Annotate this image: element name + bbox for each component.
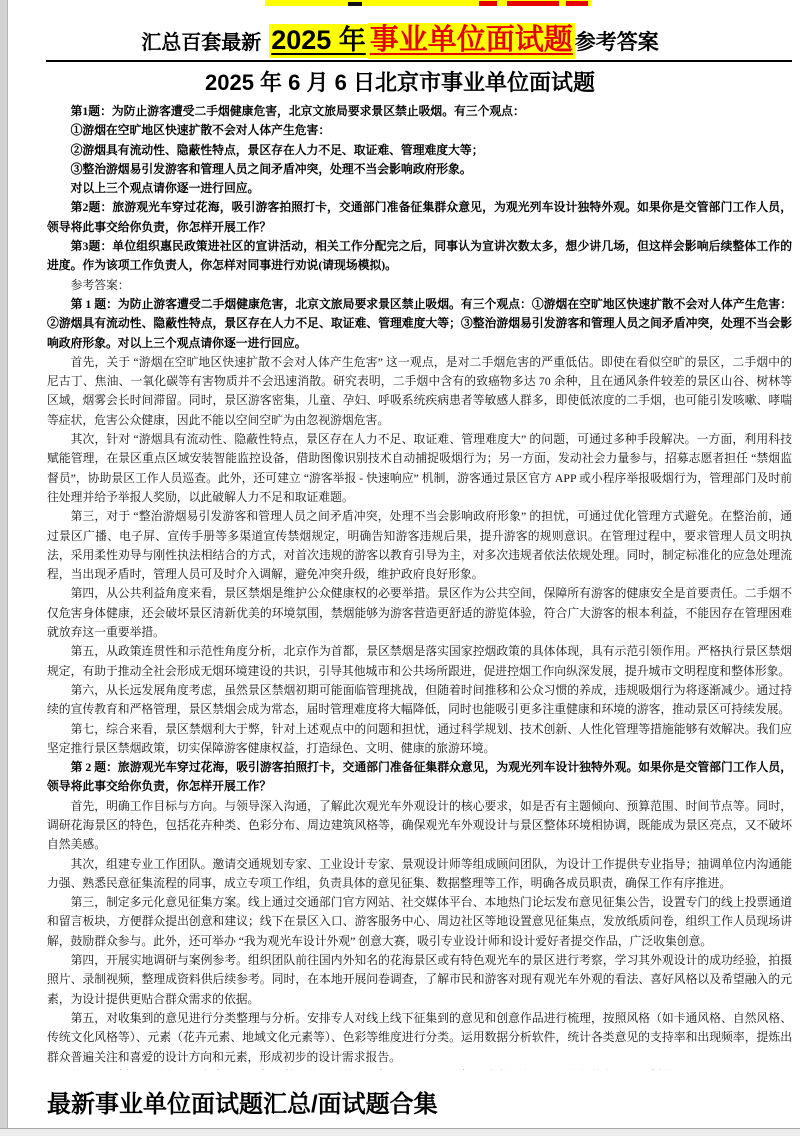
document-body — [47, 102, 792, 1070]
paragraph: 对以上三个观点请你逐一进行回应。 — [70, 181, 260, 196]
paragraph: 第2题：旅游观光车穿过花海，吸引游客拍照打卡，交通部门准备征集群众意见，为观光列车设计独特外观。如果你是交管部门工作人员，领导将此事交给你负责，你怎样开展工作？ — [47, 200, 792, 234]
clipped-text-fragment — [566, 1, 588, 6]
clipped-text-fragment — [507, 1, 559, 6]
paragraph: 第三，对于 “整治游烟易引发游客和管理人员之间矛盾冲突，处理不当会影响政府形象” 的担忧，可通过优化管理方式避免。在整治前，通过景区广播、电子屏、宣传手册等多渠道宣传禁烟规定，明确告知游客违规后果，提升游客的规则意识。在管理过程中，要求管理人员文明执法，采用柔性劝导与刚性执法相结合的方式，对首次违规的游客以教育引导为主，对多次违规者依法依规处理。同时，制定标准化的应急处理流程，当出现矛盾时，管理人员可及时介入调解，避免冲突升级，维护政府良好形象。 — [47, 509, 792, 582]
paragraph: 首先，明确工作目标与方向。与领导深入沟通，了解此次观光车外观设计的核心要求，如是否有主题倾向、预算范围、时间节点等。同时，调研花海景区的特色，包括花卉种类、色彩分布、周边建筑风格等，确保观光车外观设计与景区整体环境相协调，既能成为景区亮点，又不破坏自然美感。 — [47, 798, 792, 852]
page-bottom-edge — [0, 1128, 800, 1136]
paragraph: 第四，开展实地调研与案例参考。组织团队前往国内外知名的花海景区或有特色观光车的景区进行考察，学习其外观设计的成功经验，拍摄照片、录制视频，整理成资料供后续参考。同时，在本地开展问卷调查，了解市民和游客对现有观光车外观的看法、喜好风格以及希望融入的元素，为设计提供更贴合群众需求的依据。 — [47, 953, 792, 1006]
paragraph: 其次，针对 “游烟具有流动性、隐蔽性特点，景区存在人力不足、取证难、管理难度大” 的问题，可通过多种手段解决。一方面，利用科技赋能管理，在景区重点区域安装智能监控设备，借助图像识别技术自动捕捉吸烟行为；另一方面，发动社会力量参与，招募志愿者担任 “禁烟监督员”，协助景区工作人员巡查。此外，还可建立 “游客举报 - 快速响应” 机制，游客通过景区官方 APP 或小程序举报吸烟行为，管理部门及时前往处理并给予举报人奖励，以此破解人力不足和取证难题。 — [47, 432, 792, 504]
paragraph: 首先，关于 “游烟在空旷地区快速扩散不会对人体产生危害” 这一观点，是对二手烟危害的严重低估。即使在看似空旷的景区，二手烟中的尼古丁、焦油、一氧化碳等有害物质并不会迅速消散。研究表明，二手烟中含有的致癌物多达 70 余种，且在通风条件较差的景区山谷、树林等区域，烟雾会长时间滞留。同时，景区游客密集，儿童、孕妇、呼吸系统疾病患者等敏感人群多，即使低浓度的二手烟，也可能引发咳嗽、哮喘等症状，危害公众健康，因此不能以空间空旷为由忽视游烟危害。 — [47, 354, 792, 427]
paragraph: 第 2 题：旅游观光车穿过花海，吸引游客拍照打卡，交通部门准备征集群众意见，为观光列车设计独特外观。如果你是交管部门工作人员，领导将此事交给你负责，你怎样开展工作？ — [47, 760, 792, 794]
paragraph: ①游烟在空旷地区快速扩散不会对人体产生危害： — [70, 123, 331, 138]
clipped-previous-line — [265, 0, 592, 6]
paragraph: 第七，综合来看，景区禁烟利大于弊，针对上述观点中的问题和担忧，通过科学规划、技术创新、人性化管理等措施能够有效解决。我们应坚定推行景区禁烟政策，切实保障游客健康权益，打造绿色、文明、健康的旅游环境。 — [47, 721, 792, 755]
document-title: 2025 年 6 月 6 日北京市事业单位面试题 — [205, 70, 595, 95]
paragraph: 第四，从公共利益角度来看，景区禁烟是维护公众健康权的必要举措。景区作为公共空间，保障所有游客的健康安全是首要责任。二手烟不仅危害身体健康，还会破坏景区清新优美的环境氛围，禁烟能够为游客营造更舒适的游览体验，符合广大游客的根本利益，不能因存在管理困难就放弃这一重要举措。 — [47, 586, 792, 640]
paragraph: 第五，从政策连贯性和示范性角度分析，北京作为首都，景区禁烟是落实国家控烟政策的具体体现，具有示范引领作用。严格执行景区禁烟规定，有助于推动全社会形成无烟环境建设的共识，引导其他城市和公共场所跟进，促进控烟工作向纵深发展，提升城市文明程度和整体形象。 — [47, 644, 792, 678]
paragraph: 参考答案： — [70, 277, 130, 292]
clipped-text-fragment — [348, 2, 362, 6]
page-left-edge — [0, 0, 8, 1136]
page-header — [8, 20, 792, 65]
paragraph: 其次，组建专业工作团队。邀请交通规划专家、工业设计专家、景观设计师等组成顾问团队，为设计工作提供专业指导；抽调单位内沟通能力强、熟悉民意征集流程的同事，成立专项工作组，负责具体的意见征集、数据整理等工作，明确各成员职责，确保工作有序推进。 — [47, 856, 792, 890]
header-prefix: 汇总百套最新 — [141, 32, 262, 54]
paragraph: 第五，对收集到的意见进行分类整理与分析。安排专人对线上线下征集到的意见和创意作品进行梳理，按照风格（如卡通风格、自然风格、传统文化风格等）、元素（花卉元素、地域文化元素等）、色彩等维度进行分类。运用数据分析软件，统计各类意见的支持率和出现频率，提炼出群众普遍关注和喜爱的设计方向和元素，形成初步的设计需求报告。 — [47, 1010, 792, 1064]
paragraph — [47, 1067, 792, 1070]
paragraph: 第3题：单位组织惠民政策进社区的宣讲活动，相关工作分配完之后，同事认为宣讲次数太多，想少讲几场，但这样会影响后续整体工作的进度。作为该项工作负责人，你怎样对同事进行劝说(请现场模拟)。 — [47, 239, 792, 273]
paragraph: 第 1 题：为防止游客遭受二手烟健康危害，北京文旅局要求景区禁止吸烟。有三个观点：①游烟在空旷地区快速扩散不会对人体产生危害：②游烟具有流动性、隐蔽性特点，景区存在人力不足、取证难、管理难度大等；③整治游烟易引发游客和管理人员之间矛盾冲突，处理不当会影响政府形象。对以上三个观点请你逐一进行回应。 — [47, 296, 792, 350]
header-highlight-year: 2025 年 — [269, 24, 368, 58]
paragraph: ③整治游烟易引发游客和管理人员之间矛盾冲突，处理不当会影响政府形象。 — [70, 161, 472, 176]
paragraph: 第三，制定多元化意见征集方案。线上通过交通部门官方网站、社交媒体平台、本地热门论坛发布意见征集公告，设置专门的线上投票通道和留言板块，方便群众提出创意和建议；线下在景区入口、游客服务中心、周边社区等地设置意见征集点，发放纸质问卷，组织工作人员现场讲解，鼓励群众参与。此外，还可举办 “我为观光车设计外观” 创意大赛，吸引专业设计师和设计爱好者提交作品，广泛收集创意。 — [47, 895, 792, 948]
header-highlight-title: 事业单位面试题 — [368, 23, 575, 59]
paragraph: 第1题：为防止游客遭受二手烟健康危害，北京文旅局要求景区禁止吸烟。有三个观点： — [70, 104, 525, 118]
clipped-text-fragment — [479, 1, 497, 6]
paragraph: ②游烟具有流动性、隐蔽性特点，景区存在人力不足、取证难、管理难度大等； — [70, 142, 484, 157]
paragraph: 第六，从长远发展角度考虑，虽然景区禁烟初期可能面临管理挑战，但随着时间推移和公众习惯的养成，违规吸烟行为将逐渐减少。通过持续的宣传教育和严格管理，景区禁烟会成为常态，届时管理难度将大幅降低，同时也能吸引更多注重健康和环境的游客，推动景区可持续发展。 — [47, 682, 792, 717]
header-suffix: 参考答案 — [574, 31, 659, 54]
document-footer: 最新事业单位面试题汇总/面试题合集 — [47, 1091, 438, 1118]
header-divider — [46, 60, 792, 62]
